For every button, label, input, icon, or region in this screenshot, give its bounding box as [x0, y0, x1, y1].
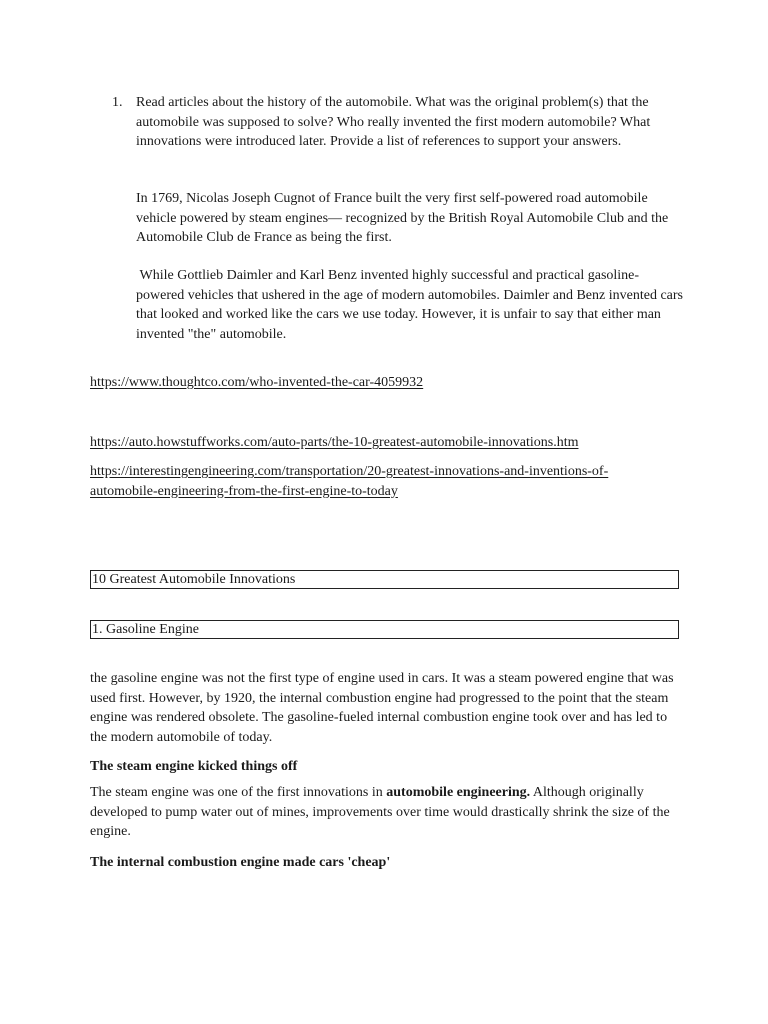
heading-internal-combustion: The internal combustion engine made cars 'cheap' — [90, 855, 391, 870]
question-text: Read articles about the history of the automobile. What was the original problem(s) that the automobile was supposed to solve? Who really invented the first modern automobile? What innovations were introduced later. Provide a list of references to support your answers. — [136, 95, 651, 149]
answer-paragraph-cugnot: In 1769, Nicolas Joseph Cugnot of France built the very first self-powered road automobile vehicle powered by steam engines— recognized by the British Royal Automobile Club and the Automobile Club de France as being the first. — [136, 191, 669, 245]
reference-link-thoughtco[interactable]: https://www.thoughtco.com/who-invented-the-car-4059932 — [90, 375, 424, 390]
automobile-engineering-bold: automobile engineering. — [386, 785, 531, 800]
subsection-box-gasoline-engine: 1. Gasoline Engine — [90, 620, 679, 639]
reference-link-interestingengineering[interactable]: https://interestingengineering.com/transportation/20-greatest-innovations-and-inventions-of-automobile-engineering-from-the-first-engine-to-today — [90, 464, 609, 499]
gasoline-engine-paragraph: the gasoline engine was not the first type of engine used in cars. It was a steam powered engine that was used first. However, by 1920, the internal combustion engine had progressed to the point that the steam engine was rendered obsolete. The gasoline-fueled internal combustion engine took over and has led to the modern automobile of today. — [90, 671, 674, 745]
answer-paragraph-daimler-benz: While Gottlieb Daimler and Karl Benz invented highly successful and practical gasoline-powered vehicles that ushered in the age of modern automobiles. Daimler and Benz invented cars that looked and worked like the cars we use today. However, it is unfair to say that either man invented "the" automobile. — [136, 268, 687, 342]
list-number: 1. — [112, 95, 123, 110]
steam-para-start: The steam engine was one of the first innovations in — [90, 785, 387, 800]
section-title-box: 10 Greatest Automobile Innovations — [90, 570, 679, 589]
steam-engine-paragraph — [90, 783, 682, 842]
reference-link-howstuffworks[interactable]: https://auto.howstuffworks.com/auto-parts/the-10-greatest-automobile-innovations.htm — [90, 435, 579, 450]
heading-steam-engine: The steam engine kicked things off — [90, 759, 298, 774]
steam-para-end: Although originally developed to pump water out of mines, improvements over time would drastically shrink the size of the engine. — [90, 785, 670, 839]
